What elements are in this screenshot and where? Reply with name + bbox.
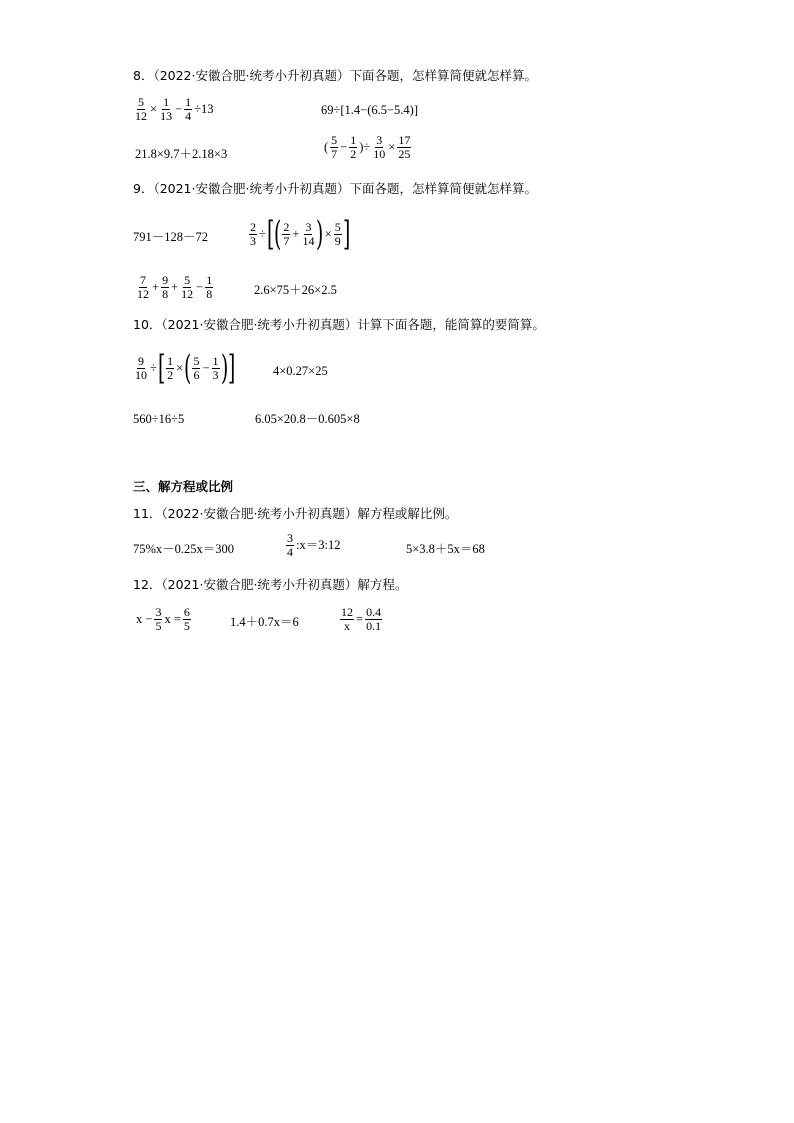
fraction: $\frac{1}{8}$	[206, 273, 213, 301]
fraction: $\frac{3}{4}$	[287, 531, 293, 559]
fraction: $\frac{2}{7}$	[283, 219, 290, 248]
fraction: $\frac{1}{3}$	[212, 353, 219, 382]
q9-expression-4: 2.6×75＋26×2.5	[254, 283, 337, 297]
q11-expression-2: $\frac{3}{4}$ :x＝3:12	[287, 531, 341, 559]
fraction: $\frac{5}{12}$	[135, 95, 147, 123]
q8-expression-3: 21.8×9.7＋2.18×3	[135, 147, 228, 161]
fraction: $\frac{1}{4}$	[185, 95, 192, 123]
fraction: $\frac{6}{5}$	[183, 605, 190, 633]
q8-expression-1: $\frac{5}{12}$ × $\frac{1}{13}$ − $\frac{1}{4}$ ÷13	[135, 95, 214, 123]
fraction: $\frac{1}{2}$	[167, 353, 174, 382]
q10-expression-3: 560÷16÷5	[133, 412, 185, 426]
q11-expression-1: 75%x－0.25x＝300	[133, 542, 235, 556]
question-8-title: 8．（2022·安徽合肥·统考小升初真题）下面各题，怎样算简便就怎样算。	[133, 68, 537, 83]
q9-expression-3: $\frac{7}{12}$ + $\frac{9}{8}$ + $\frac{5}{12}$ − $\frac{1}{8}$	[137, 273, 213, 301]
q8-expression-2: 69÷[1.4−(6.5−5.4)]	[321, 103, 418, 117]
q12-expression-2: 1.4＋0.7x＝6	[230, 615, 299, 629]
fraction: $\frac{3}{10}$	[373, 133, 386, 161]
q12-expression-3: $\frac{12}{x}$ = $\frac{0.4}{0.1}$	[341, 605, 382, 633]
fraction: $\frac{3}{5}$	[155, 605, 162, 633]
question-11-title: 11．（2022·安徽合肥·统考小升初真题）解方程或解比例。	[133, 506, 458, 521]
fraction: $\frac{5}{7}$	[331, 133, 338, 161]
question-12-title: 12．（2021·安徽合肥·统考小升初真题）解方程。	[133, 577, 408, 592]
fraction: $\frac{7}{12}$	[137, 273, 149, 301]
fraction: $\frac{1}{13}$	[160, 95, 173, 123]
fraction: $\frac{9}{10}$	[135, 353, 147, 382]
q9-expression-2: $\frac{2}{3}$ ÷ [ ( $\frac{2}{7}$ + $\frac{3}{14}$ ) × $\frac{5}{9}$ ]	[250, 214, 351, 254]
q11-expression-3: 5×3.8＋5x＝68	[406, 542, 485, 556]
fraction: $\frac{17}{25}$	[398, 133, 411, 161]
q10-expression-4: 6.05×20.8－0.605×8	[255, 412, 360, 426]
fraction: $\frac{2}{3}$	[250, 219, 256, 248]
q8-expression-4: ( $\frac{5}{7}$ − $\frac{1}{2}$ )÷ $\frac{3}{10}$ × $\frac{17}{25}$	[324, 133, 411, 161]
section-heading: 三、解方程或比例	[133, 479, 234, 494]
fraction: $\frac{5}{9}$	[334, 219, 341, 248]
fraction: $\frac{0.4}{0.1}$	[366, 605, 382, 633]
fraction: $\frac{3}{14}$	[302, 219, 315, 248]
q10-expression-1: $\frac{9}{10}$ ÷ [ $\frac{1}{2}$ × ( $\frac{5}{6}$ − $\frac{1}{3}$ ) ]	[135, 348, 236, 388]
fraction: $\frac{5}{6}$	[193, 353, 200, 382]
q10-expression-2: 4×0.27×25	[273, 364, 328, 378]
question-9-title: 9．（2021·安徽合肥·统考小升初真题）下面各题，怎样算简便就怎样算。	[133, 181, 537, 196]
q9-expression-1: 791－128－72	[133, 230, 209, 244]
fraction: $\frac{5}{12}$	[181, 273, 194, 301]
q12-expression-1: x − $\frac{3}{5}$ x = $\frac{6}{5}$	[136, 605, 190, 633]
question-10-title: 10．（2021·安徽合肥·统考小升初真题）计算下面各题，能简算的要简算。	[133, 317, 545, 332]
fraction: $\frac{9}{8}$	[162, 273, 169, 301]
fraction: $\frac{12}{x}$	[341, 605, 353, 633]
fraction: $\frac{1}{2}$	[350, 133, 357, 161]
